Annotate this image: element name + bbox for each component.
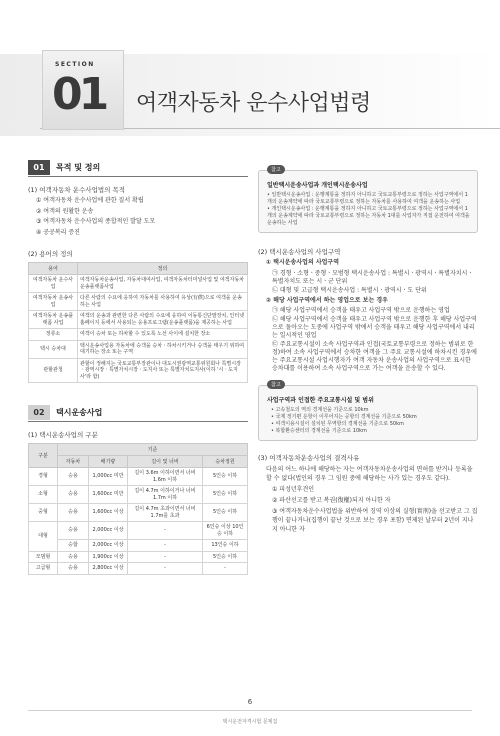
- term-cell: 정류소: [29, 329, 78, 341]
- class-header-criteria: 기준: [58, 444, 248, 456]
- terms-subtitle: (2) 용어의 정의: [28, 250, 73, 258]
- terms-header-definition: 정의: [78, 263, 248, 275]
- definition-cell: 택시운송사업용 자동차에 승객을 승차ㆍ하차시키거나 승객을 태우기 위하여 대기하는 장소 또는 구역: [78, 340, 248, 358]
- note-line: • 고속철도의 역의 경계선을 기준으로 10km: [271, 407, 369, 413]
- term-cell: 여객자동차 운송사업: [29, 293, 78, 311]
- table-row: [29, 358, 248, 383]
- note-line: • 국제 정기편 운항이 이루어지는 공항의 경계선을 기준으로 50km: [271, 414, 417, 420]
- class-cap-cell: -: [203, 563, 248, 575]
- note-tag: 참고: [267, 165, 285, 174]
- term-cell: 택시 승차대: [29, 340, 78, 358]
- table-row: [29, 340, 248, 358]
- class-disp-cell: 1,600cc 미만: [89, 486, 128, 504]
- class-type-cell: 소형: [29, 486, 58, 504]
- taxi-class-table: [28, 443, 248, 575]
- class-header-displacement: 배기량: [89, 456, 128, 468]
- class-size-cell: -: [128, 563, 203, 575]
- class-cap-cell: 5인승 이하: [203, 504, 248, 522]
- class-disp-cell: 1,600cc 이상: [89, 504, 128, 522]
- class-vehicle-cell: 승합: [58, 540, 89, 552]
- disqualification-item: ③ 여객자동차운수사업법을 위반하여 징역 이상의 실형(實刑)을 선고받고 그 집행이 끝나거나(집행이 끝난 것으로 보는 경우 포함) 면제된 날부터 2년이 지나지 아니한 자: [272, 508, 478, 533]
- class-size-cell: -: [128, 522, 203, 540]
- class-vehicle-cell: 승용: [58, 522, 89, 540]
- area-item: ㉡ 해당 사업구역에서 승객을 태우고 사업구역 밖으로 운행한 후 해당 사업구역으로 돌아오는 도중에 사업구역 밖에서 승객을 태우고 해당 사업구역에서 내리는 일시적인 영업: [272, 316, 477, 339]
- class-header-type: 구분: [29, 444, 58, 468]
- heading-title: 택시운송사업: [56, 408, 103, 417]
- chapter-banner: [0, 46, 500, 146]
- table-row: [29, 311, 248, 329]
- term-cell: 관할관청: [29, 358, 78, 383]
- table-row: [29, 486, 248, 504]
- table-row: [29, 551, 248, 563]
- table-row: [29, 504, 248, 522]
- table-row: [29, 293, 248, 311]
- note-line: • 개인택시운송사업 : 운행계통을 정하지 아니하고 국토교통부령으로 정하는 사업구역에서 1개의 운송계약에 따라 국토교통부령으로 정하는 자동차 1대를 사업자가 직접 운전하여 여객을 운송하는 사업: [267, 206, 470, 226]
- class-header-size: 길이 및 너비: [128, 456, 203, 468]
- heading-purpose: [28, 160, 248, 177]
- table-row: [29, 522, 248, 540]
- class-type-cell: 대형: [29, 522, 58, 552]
- area-item: ㉡ 대형 및 고급형 택시운송사업 : 특별시ㆍ광역시ㆍ도 단위: [272, 286, 427, 294]
- table-row: [29, 275, 248, 293]
- note-box-transport-facilities: [258, 382, 478, 441]
- class-type-cell: 경형: [29, 468, 58, 486]
- term-cell: 여객자동차 운수사업: [29, 275, 78, 293]
- class-vehicle-cell: 승용: [58, 504, 89, 522]
- table-row: [29, 468, 248, 486]
- class-cap-cell: 6인승 이상 10인승 이하: [203, 522, 248, 540]
- section-number: 01: [52, 69, 106, 120]
- area-subtitle: (2) 택시운송사업의 사업구역: [258, 248, 341, 256]
- disqualification-subtitle: (3) 여객자동차운송사업의 결격사유: [258, 454, 360, 462]
- table-row: [29, 563, 248, 575]
- terms-header-term: 용어: [29, 263, 78, 275]
- note-title: 사업구역과 인접한 주요교통시설 및 범위: [267, 397, 374, 404]
- footer-text: 택시운전자격시험 문제집: [222, 719, 278, 725]
- note-line: • 여객이용시설이 설치된 무역항의 경계선을 기준으로 50km: [271, 421, 404, 427]
- class-vehicle-cell: 승용: [58, 486, 89, 504]
- purpose-item: ② 여객의 원활한 운송: [36, 207, 94, 215]
- heading-number: 02: [28, 405, 50, 420]
- section-badge: [42, 50, 124, 130]
- class-cap-cell: 13인승 이하: [203, 540, 248, 552]
- class-disp-cell: 1,000cc 미만: [89, 468, 128, 486]
- class-disp-cell: 2,000cc 이상: [89, 522, 128, 540]
- heading-taxi: [28, 405, 248, 422]
- class-vehicle-cell: 승용: [58, 468, 89, 486]
- table-row: [29, 329, 248, 341]
- heading-title: 목적 및 정의: [56, 163, 101, 172]
- class-header-capacity: 승차정원: [203, 456, 248, 468]
- purpose-item: ③ 여객자동차 운수사업의 종합적인 발달 도모: [36, 218, 156, 225]
- class-disp-cell: 1,900cc 이상: [89, 551, 128, 563]
- class-size-cell: 길이 4.7m 이하이거나 너비 1.7m 이하: [128, 486, 203, 504]
- class-subtitle: (1) 택시운송사업의 구분: [28, 431, 98, 439]
- chapter-title: 여객자동차 운수사업법령: [136, 91, 371, 116]
- page-number: 6: [247, 698, 253, 706]
- class-cap-cell: 5인승 이하: [203, 551, 248, 563]
- left-column: [28, 160, 248, 575]
- class-header-vehicle: 자동차: [58, 456, 89, 468]
- class-size-cell: -: [128, 540, 203, 552]
- definition-cell: 여객이 승차 또는 하차할 수 있도록 노선 사이에 설치한 장소: [78, 329, 248, 341]
- purpose-item: ① 여객자동차 운수사업에 관한 질서 확립: [36, 197, 144, 204]
- note-line: • 일반택시운송사업 : 운행계통을 정하지 아니하고 국토교통부령으로 정하는 사업구역에서 1개의 운송계약에 따라 국토교통부령으로 정하는 자동차를 사용하여 여객을 운송하는 사업: [267, 192, 468, 205]
- right-column: [258, 160, 478, 536]
- section-label: SECTION: [55, 61, 95, 68]
- note-title: 일반택시운송사업과 개인택시운송사업: [267, 182, 368, 189]
- class-type-cell: 고급형: [29, 563, 58, 575]
- class-size-cell: 길이 4.7m 초과이면서 너비 1.7m를 초과: [128, 504, 203, 522]
- disqualification-intro: 다음의 어느 하나에 해당하는 자는 여객자동차운송사업의 면허를 받거나 등록을 할 수 없다(법인의 경우 그 임원 중에 해당하는 사가 있는 경우도 같다).: [266, 466, 473, 482]
- area-item: ㉢ 주요교통시설이 소속 사업구역과 인접(국토교통부령으로 정하는 범위로 한정)하여 소속 사업구역에서 승차한 여객을 그 주요 교통시설에 하차시킨 경우에는 주요교통시설 사업시행자가 여객 자동차 운송사업의 사업구역으로 표시한 승차대를 이용하여 소속 사업구역으로 가는 여객을 운송할 수 있다.: [272, 341, 477, 372]
- definition-cell: 관할이 정해지는 국토교통부장관이나 대도시권광역교통위원회나 특별시장ㆍ광역시장ㆍ특별자치시장ㆍ도지사 또는 특별자치도지사(이하 '시ㆍ도지사'라 함): [78, 358, 248, 383]
- area-item: ㉠ 해당 사업구역에서 승객을 태우고 사업구역 밖으로 운행하는 영업: [272, 307, 450, 314]
- class-cap-cell: 5인승 이하: [203, 486, 248, 504]
- purpose-subtitle: (1) 여객자동차 운수사업법의 목적: [28, 186, 126, 194]
- area-item: ① 택시운송사업의 사업구역: [266, 259, 340, 266]
- class-size-cell: -: [128, 551, 203, 563]
- note-tag: 참고: [267, 380, 285, 389]
- class-disp-cell: 2,800cc 이상: [89, 563, 128, 575]
- note-line: • 복합환승센터의 경계선을 기준으로 10km: [271, 428, 367, 434]
- footer-divider: [28, 710, 472, 711]
- class-size-cell: 길이 3.6m 이하이면서 너비 1.6m 이하: [128, 468, 203, 486]
- class-disp-cell: 2,000cc 이상: [89, 540, 128, 552]
- term-cell: 여객자동차 운송플랫폼 사업: [29, 311, 78, 329]
- heading-number: 01: [28, 160, 50, 175]
- definition-cell: 여객의 운송과 관련한 다른 사람의 수요에 응하여 이동통신단말장치, 인터넷 홈페이지 등에서 사용되는 응용프로그램(운송플랫폼)을 제공하는 사업: [78, 311, 248, 329]
- area-item: ㉠ 경형ㆍ소형ㆍ중형ㆍ모범형 택시운송사업 : 특별시ㆍ광역시ㆍ특별자치시ㆍ특별자치도 또는 시ㆍ군 단위: [272, 269, 474, 285]
- disqualification-item: ② 파산선고를 받고 복권(復權)되지 아니한 자: [272, 497, 391, 504]
- note-box-taxi-types: [258, 167, 478, 233]
- table-row: [29, 540, 248, 552]
- class-cap-cell: 5인승 이하: [203, 468, 248, 486]
- area-item: ② 해당 사업구역에서 하는 영업으로 보는 경우: [266, 296, 388, 304]
- definition-cell: 다른 사람의 수요에 응하여 자동차를 사용하여 유상(有償)으로 여객을 운송하는 사업: [78, 293, 248, 311]
- terms-table: [28, 262, 248, 383]
- class-type-cell: 모범형: [29, 551, 58, 563]
- class-type-cell: 중형: [29, 504, 58, 522]
- purpose-item: ④ 공공복리 증진: [36, 228, 80, 236]
- class-vehicle-cell: 승용: [58, 563, 89, 575]
- definition-cell: 여객자동차운송사업, 자동차대여사업, 여객자동차터미널사업 및 여객자동차운송플랫폼사업: [78, 275, 248, 293]
- class-vehicle-cell: 승용: [58, 551, 89, 563]
- disqualification-item: ① 피성년후견인: [272, 486, 315, 493]
